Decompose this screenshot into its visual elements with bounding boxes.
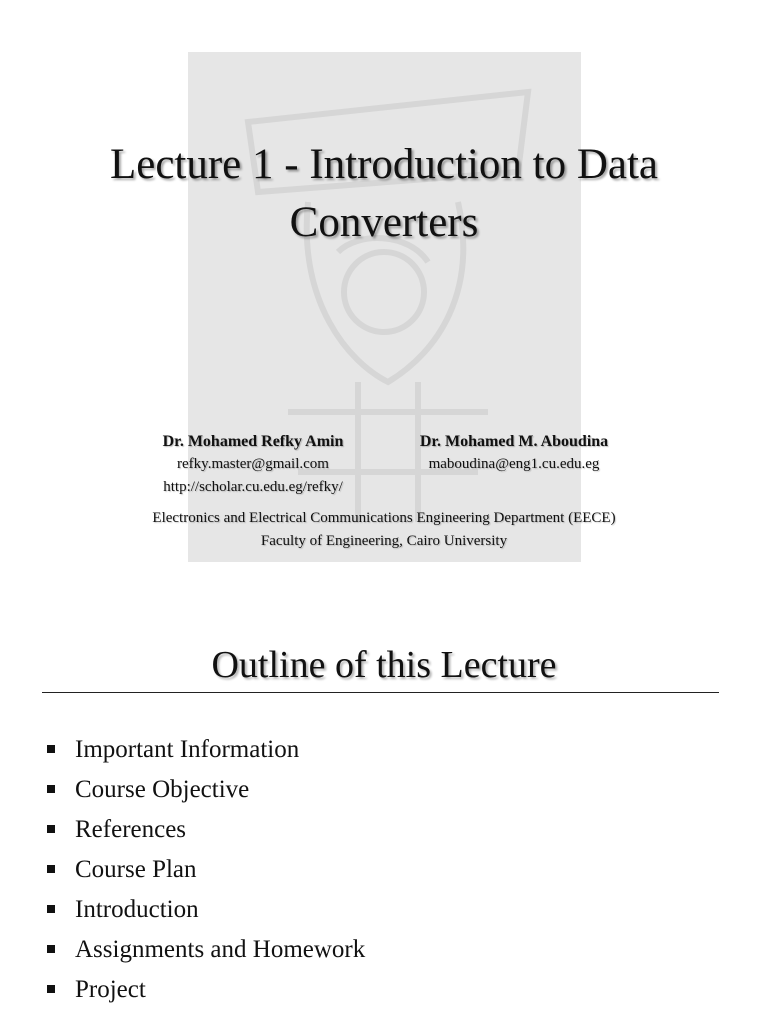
square-bullet-icon <box>47 785 55 793</box>
author-block <box>396 430 632 476</box>
square-bullet-icon <box>47 825 55 833</box>
lecture-title-line: Lecture 1 - Introduction to Data <box>109 141 659 188</box>
outline-list <box>47 730 365 1010</box>
lecture-title <box>0 136 768 252</box>
author-email: maboudina@eng1.cu.edu.eg <box>428 456 600 472</box>
list-item-label: Project <box>75 976 146 1003</box>
square-bullet-icon <box>47 945 55 953</box>
square-bullet-icon <box>47 745 55 753</box>
lecture-title-line: Converters <box>289 199 479 246</box>
list-item <box>47 810 365 850</box>
author-block <box>140 430 366 499</box>
list-item-label: Assignments and Homework <box>75 936 366 963</box>
title-divider <box>42 692 719 693</box>
list-item <box>47 930 365 970</box>
list-item-label: Introduction <box>75 896 199 923</box>
outline-title: Outline of this Lecture <box>211 644 557 686</box>
list-item <box>47 770 365 810</box>
affiliation <box>0 507 768 553</box>
affiliation-line: Faculty of Engineering, Cairo University <box>260 533 508 549</box>
list-item-label: Important Information <box>75 736 300 763</box>
affiliation-line: Electronics and Electrical Communications Engineering Department (EECE) <box>152 510 616 526</box>
author-url: http://scholar.cu.edu.eg/refky/ <box>163 479 343 495</box>
author-name: Dr. Mohamed M. Aboudina <box>419 433 609 450</box>
list-item-label: Course Objective <box>75 776 250 803</box>
square-bullet-icon <box>47 985 55 993</box>
author-name: Dr. Mohamed Refky Amin <box>162 433 344 450</box>
list-item <box>47 970 365 1010</box>
author-email: refky.master@gmail.com <box>177 456 329 472</box>
list-item <box>47 850 365 890</box>
square-bullet-icon <box>47 865 55 873</box>
square-bullet-icon <box>47 905 55 913</box>
list-item-label: References <box>75 816 187 843</box>
list-item-label: Course Plan <box>75 856 197 883</box>
list-item <box>47 890 365 930</box>
list-item <box>47 730 365 770</box>
